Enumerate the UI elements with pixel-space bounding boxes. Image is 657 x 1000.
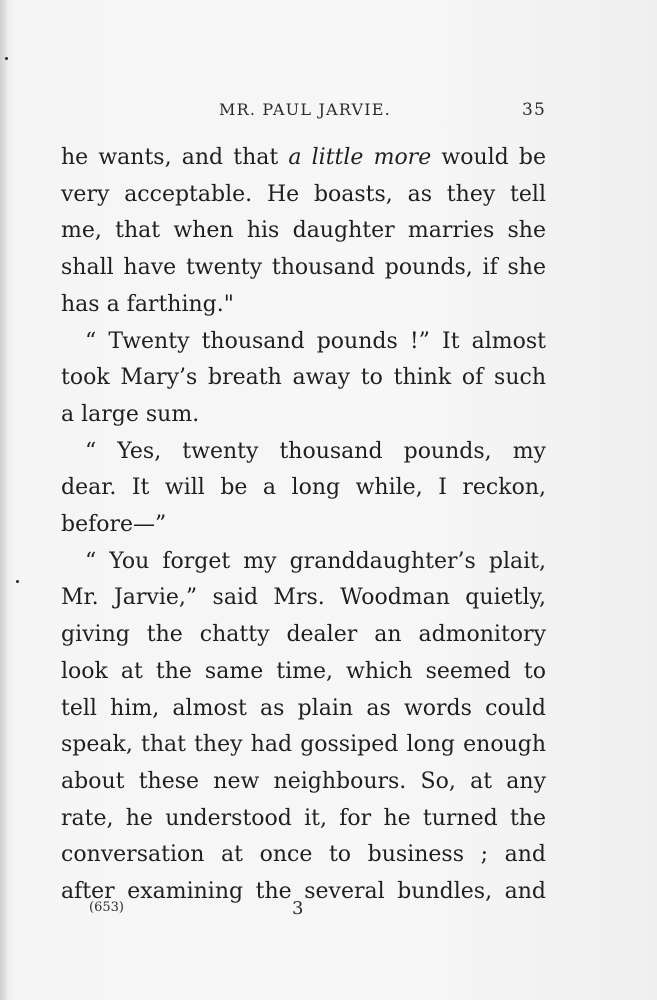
running-title: MR. PAUL JARVIE. — [219, 100, 391, 119]
text-line — [61, 617, 546, 654]
text-run: “ You forget my granddaughter’s plait, — [85, 548, 546, 574]
text-run: speak, that they had gossiped long enough — [61, 732, 546, 758]
text-line — [61, 544, 546, 581]
text-run: conversation at once to business ; and — [61, 842, 546, 868]
text-run: dear. It will be a long while, I reckon, — [61, 475, 546, 501]
text-line — [61, 250, 546, 287]
sheet-number: 3 — [292, 898, 304, 919]
text-run: giving the chatty dealer an admonitory — [61, 622, 546, 648]
text-line — [61, 507, 546, 544]
text-line — [61, 140, 546, 177]
signature-mark: (653) — [89, 900, 124, 915]
text-run: a large sum. — [61, 401, 200, 427]
text-line — [61, 470, 546, 507]
text-run: would be — [431, 145, 546, 170]
text-line — [61, 764, 546, 801]
text-run: “ Yes, twenty thousand pounds, my — [85, 438, 546, 464]
text-line — [61, 654, 546, 691]
text-run: very acceptable. He boasts, as they tell — [61, 181, 546, 207]
ink-speck — [16, 580, 19, 583]
text-line — [61, 360, 546, 397]
text-run: before—” — [61, 512, 167, 538]
text-line — [61, 177, 546, 214]
text-line — [61, 691, 546, 728]
text-run: after examining the several bundles, and — [61, 879, 546, 905]
body-text — [61, 140, 546, 911]
text-run: shall have twenty thousand pounds, if she — [61, 255, 546, 281]
text-line — [61, 434, 546, 471]
text-line — [61, 397, 546, 434]
text-run: me, that when his daughter marries she — [61, 218, 546, 244]
text-run: has a farthing." — [61, 291, 234, 317]
text-line — [61, 837, 546, 874]
page-footer — [61, 900, 546, 922]
page-number: 35 — [521, 100, 546, 120]
text-line — [61, 801, 546, 838]
text-line — [61, 727, 546, 764]
text-run: he wants, and that — [61, 145, 289, 170]
text-run: tell him, almost as plain as words could — [61, 695, 546, 721]
text-run: Mr. Jarvie,” said Mrs. Woodman quietly, — [61, 585, 546, 611]
text-run: “ Twenty thousand pounds !” It almost — [85, 328, 546, 354]
ink-speck — [5, 57, 8, 60]
text-run: rate, he understood it, for he turned the — [61, 805, 546, 831]
text-line — [61, 324, 546, 361]
text-line — [61, 287, 546, 324]
text-run: about these new neighbours. So, at any — [61, 768, 546, 794]
page-edge-shadow — [0, 0, 8, 1000]
running-head — [61, 100, 546, 124]
text-run: took Mary’s breath away to think of such — [61, 365, 546, 391]
text-line — [61, 580, 546, 617]
italic-run: a little more — [288, 145, 432, 170]
text-run: look at the same time, which seemed to — [61, 658, 546, 684]
text-line — [61, 213, 546, 250]
